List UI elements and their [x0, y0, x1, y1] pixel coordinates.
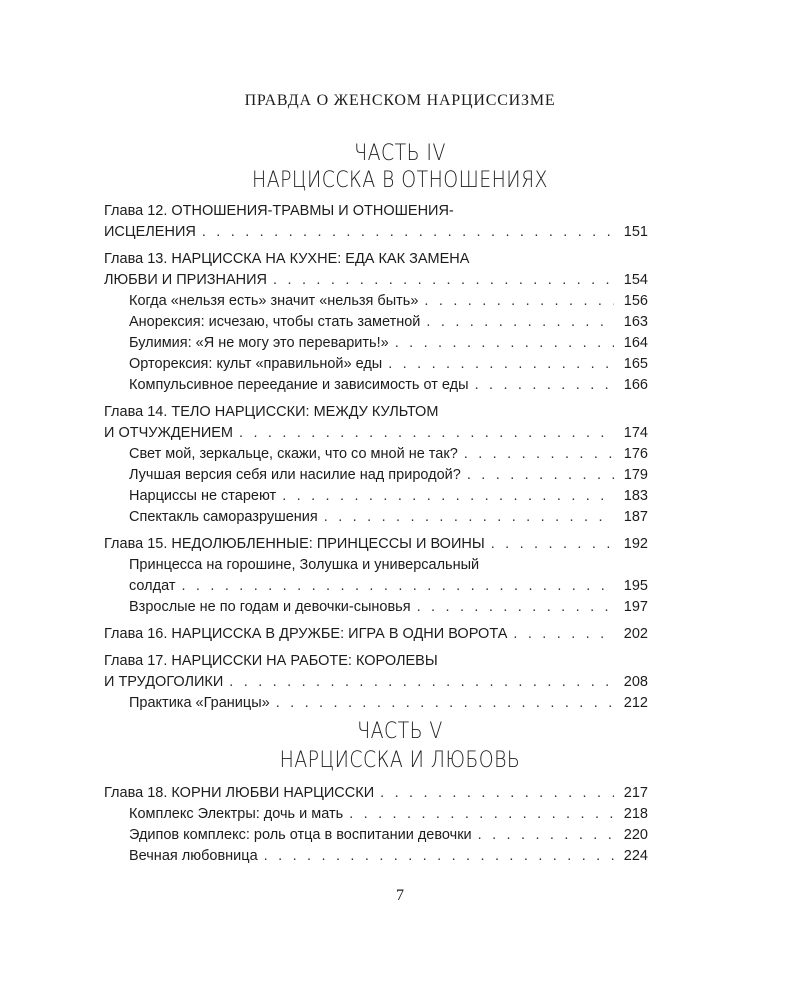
- page-number: 7: [396, 887, 404, 904]
- toc-chapter-14[interactable]: [104, 402, 648, 444]
- toc-chapter-12[interactable]: [104, 201, 648, 243]
- entry-page: 163: [623, 314, 648, 330]
- toc-part-4: [104, 201, 648, 714]
- part-4-label: ЧАСТЬ IV: [354, 141, 446, 166]
- entry-page: 156: [623, 293, 648, 309]
- entry-page: 165: [623, 356, 648, 372]
- entry-page: 195: [623, 578, 648, 594]
- part-5-label: ЧАСТЬ V: [357, 719, 443, 744]
- toc-section[interactable]: [104, 555, 648, 597]
- entry-title-line2: И ОТЧУЖДЕНИЕМ: [104, 425, 233, 441]
- toc-section[interactable]: [104, 333, 648, 354]
- toc-part-5: [104, 783, 648, 867]
- entry-page: 183: [623, 488, 648, 504]
- entry-title-line2: ЛЮБВИ И ПРИЗНАНИЯ: [104, 272, 268, 288]
- toc-section[interactable]: [104, 825, 648, 846]
- entry-title-line1: Глава 13. НАРЦИССКА НА КУХНЕ: ЕДА КАК ЗАМЕНА: [104, 251, 470, 267]
- entry-page: 197: [623, 599, 648, 615]
- toc-section[interactable]: [104, 354, 648, 375]
- running-head: ПРАВДА О ЖЕНСКОМ НАРЦИССИЗМЕ: [244, 92, 556, 109]
- leader-dots: [239, 423, 614, 444]
- entry-page: 179: [623, 467, 648, 483]
- entry-title: Лучшая версия себя или насилие над природой?: [129, 467, 461, 483]
- entry-title: Глава 15. НЕДОЛЮБЛЕННЫЕ: ПРИНЦЕССЫ И ВОИНЫ: [104, 536, 485, 552]
- leader-dots: [202, 222, 614, 243]
- toc-chapter-16[interactable]: [104, 624, 648, 645]
- toc-chapter-15[interactable]: [104, 534, 648, 555]
- part-4-title: НАРЦИССКА В ОТНОШЕНИЯХ: [252, 168, 548, 193]
- entry-page: 164: [623, 335, 648, 351]
- entry-title-line1: Принцесса на горошине, Золушка и универсальный: [129, 557, 480, 573]
- leader-dots: [464, 444, 614, 465]
- entry-page: 176: [623, 446, 648, 462]
- entry-page: 208: [623, 674, 648, 690]
- entry-page: 187: [623, 509, 648, 525]
- leader-dots: [417, 597, 614, 618]
- leader-dots: [181, 576, 614, 597]
- toc-chapter-17[interactable]: [104, 651, 648, 693]
- entry-title: Анорексия: исчезаю, чтобы стать заметной: [129, 314, 421, 330]
- leader-dots: [349, 804, 614, 825]
- toc-section[interactable]: [104, 375, 648, 396]
- entry-title: Глава 16. НАРЦИССКА В ДРУЖБЕ: ИГРА В ОДНИ ВОРОТА: [104, 626, 508, 642]
- leader-dots: [264, 846, 614, 867]
- leader-dots: [467, 465, 614, 486]
- entry-title: Булимия: «Я не могу это переварить!»: [129, 335, 389, 351]
- entry-title: Спектакль саморазрушения: [129, 509, 318, 525]
- toc-section[interactable]: [104, 291, 648, 312]
- leader-dots: [475, 375, 614, 396]
- entry-page: 154: [623, 272, 648, 288]
- entry-title: Эдипов комплекс: роль отца в воспитании девочки: [129, 827, 472, 843]
- entry-title-line1: Глава 17. НАРЦИССКИ НА РАБОТЕ: КОРОЛЕВЫ: [104, 653, 438, 669]
- leader-dots: [478, 825, 614, 846]
- toc-section[interactable]: [104, 846, 648, 867]
- entry-title: Свет мой, зеркальце, скажи, что со мной не так?: [129, 446, 458, 462]
- leader-dots: [276, 693, 614, 714]
- toc-section[interactable]: [104, 444, 648, 465]
- leader-dots: [273, 270, 614, 291]
- entry-page: 202: [623, 626, 648, 642]
- toc-chapter-13[interactable]: [104, 249, 648, 291]
- entry-title-line1: Глава 12. ОТНОШЕНИЯ-ТРАВМЫ И ОТНОШЕНИЯ-: [104, 203, 454, 219]
- leader-dots: [324, 507, 614, 528]
- toc-section[interactable]: [104, 486, 648, 507]
- entry-title: Нарциссы не стареют: [129, 488, 277, 504]
- entry-title: Взрослые не по годам и девочки-сыновья: [129, 599, 411, 615]
- leader-dots: [395, 333, 614, 354]
- entry-title-line2: ИСЦЕЛЕНИЯ: [104, 224, 196, 240]
- leader-dots: [426, 312, 614, 333]
- leader-dots: [282, 486, 614, 507]
- toc-section[interactable]: [104, 507, 648, 528]
- entry-title: Глава 18. КОРНИ ЛЮБВИ НАРЦИССКИ: [104, 785, 375, 801]
- toc-section[interactable]: [104, 804, 648, 825]
- entry-title: Комплекс Электры: дочь и мать: [129, 806, 344, 822]
- entry-page: 174: [623, 425, 648, 441]
- entry-page: 212: [623, 695, 648, 711]
- entry-title-line2: И ТРУДОГОЛИКИ: [104, 674, 224, 690]
- entry-title-line2: солдат: [129, 578, 176, 594]
- leader-dots: [513, 624, 614, 645]
- entry-page: 192: [623, 536, 648, 552]
- entry-title: Вечная любовница: [129, 848, 258, 864]
- entry-page: 217: [623, 785, 648, 801]
- entry-title-line1: Глава 14. ТЕЛО НАРЦИССКИ: МЕЖДУ КУЛЬТОМ: [104, 404, 439, 420]
- toc-section[interactable]: [104, 597, 648, 618]
- leader-dots: [491, 534, 614, 555]
- toc-chapter-18[interactable]: [104, 783, 648, 804]
- entry-page: 218: [623, 806, 648, 822]
- toc-section[interactable]: [104, 465, 648, 486]
- entry-title: Практика «Границы»: [129, 695, 270, 711]
- leader-dots: [388, 354, 614, 375]
- leader-dots: [380, 783, 614, 804]
- leader-dots: [424, 291, 614, 312]
- toc-section[interactable]: [104, 693, 648, 714]
- entry-page: 166: [623, 377, 648, 393]
- leader-dots: [229, 672, 614, 693]
- entry-page: 220: [623, 827, 648, 843]
- entry-page: 224: [623, 848, 648, 864]
- entry-title: Компульсивное переедание и зависимость от еды: [129, 377, 469, 393]
- entry-title: Когда «нельзя есть» значит «нельзя быть»: [129, 293, 419, 309]
- part-5-title: НАРЦИССКА И ЛЮБОВЬ: [279, 748, 521, 773]
- entry-title: Орторексия: культ «правильной» еды: [129, 356, 383, 372]
- entry-page: 151: [623, 224, 648, 240]
- toc-section[interactable]: [104, 312, 648, 333]
